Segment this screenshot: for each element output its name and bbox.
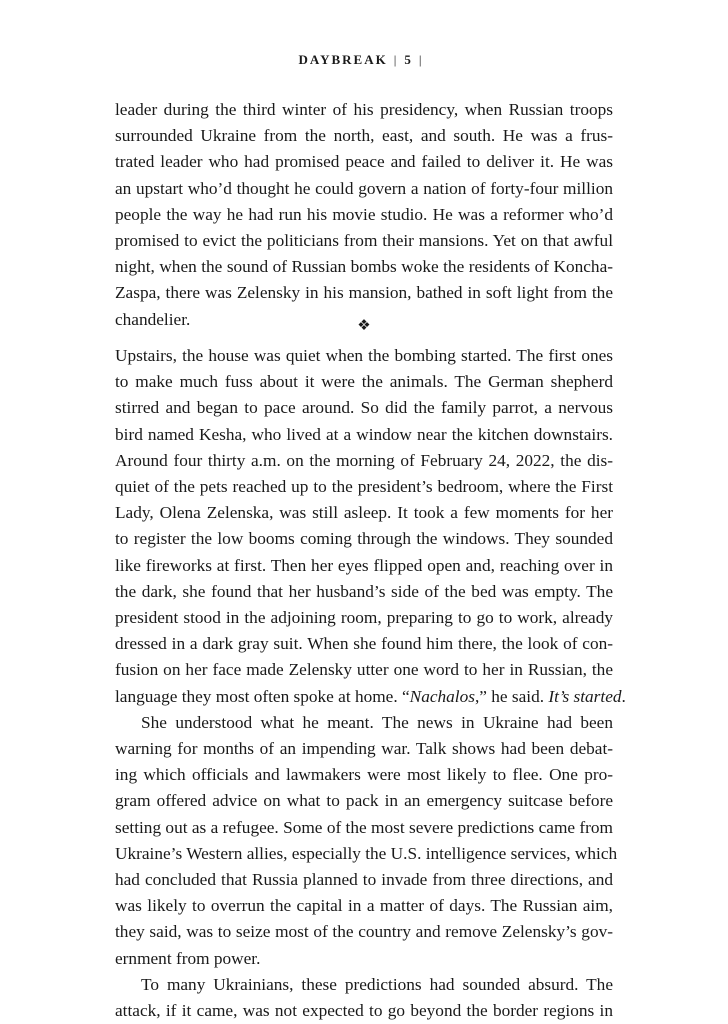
text-line: attack, if it came, was not expected to go beyond the border regions in bbox=[115, 1001, 613, 1021]
text-line: leader during the third winter of his presidency, when Russian troops bbox=[115, 100, 613, 119]
text-line: setting out as a refugee. Some of the most severe predictions came from bbox=[115, 817, 613, 837]
text-line: warning for months of an impending war. Talk shows had been debat- bbox=[115, 739, 613, 759]
section-break-ornament: ❖ bbox=[357, 316, 371, 334]
text-line: surrounded Ukraine from the north, east, and south. He was a frus- bbox=[115, 126, 613, 146]
text-line: like fireworks at first. Then her eyes flipped open and, reaching over in bbox=[115, 555, 613, 575]
section-1 bbox=[115, 97, 613, 333]
text-line: an upstart who’d thought he could govern a nation of forty-four million bbox=[115, 178, 613, 198]
text-line: dressed in a dark gray suit. When she found him there, the look of con- bbox=[115, 634, 613, 654]
text-run: language they most often spoke at home. “ bbox=[115, 686, 410, 706]
text-line: fusion on her face made Zelensky utter one word to her in Russian, the bbox=[115, 660, 613, 680]
text-line: stirred and began to pace around. So did the family parrot, a nervous bbox=[115, 398, 613, 418]
text-line: was likely to overrun the capital in a matter of days. The Russian aim, bbox=[115, 896, 613, 916]
chapter-title: DAYBREAK bbox=[298, 52, 388, 67]
paragraph-3 bbox=[115, 710, 618, 972]
text-line: to make much fuss about it were the animals. The German shepherd bbox=[115, 372, 613, 392]
separator-right: | bbox=[418, 52, 424, 67]
text-line: to register the low booms coming through the windows. They sounded bbox=[115, 529, 613, 549]
text-line: they said, was to seize most of the country and remove Zelensky’s gov- bbox=[115, 922, 613, 942]
paragraph-1 bbox=[115, 97, 613, 333]
text-line: gram offered advice on what to pack in an emergency suitcase before bbox=[115, 791, 613, 811]
text-line: quiet of the pets reached up to the president’s bedroom, where the First bbox=[115, 477, 613, 497]
text-line: Ukraine’s Western allies, especially the U.S. intelligence services, which bbox=[115, 843, 618, 863]
text-line: Lady, Olena Zelenska, was still asleep. It took a few moments for her bbox=[115, 503, 613, 523]
text-line: ernment from power. bbox=[115, 948, 261, 968]
text-line: ing which officials and lawmakers were most likely to flee. One pro- bbox=[115, 765, 613, 785]
text-line: the dark, she found that her husband’s side of the bed was empty. The bbox=[115, 581, 613, 601]
paragraph-2 bbox=[115, 343, 626, 710]
text-line: Zaspa, there was Zelensky in his mansion, bathed in soft light from the bbox=[115, 283, 613, 303]
paragraph-4 bbox=[115, 972, 613, 1024]
running-head bbox=[0, 52, 728, 68]
text-line: promised to evict the politicians from their mansions. Yet on that awful bbox=[115, 231, 613, 251]
text-line: To many Ukrainians, these predictions had sounded absurd. The bbox=[141, 974, 613, 994]
page-number: 5 bbox=[404, 52, 413, 67]
text-line: night, when the sound of Russian bombs woke the residents of Koncha- bbox=[115, 257, 613, 277]
text-line: president stood in the adjoining room, preparing to go to work, already bbox=[115, 608, 613, 628]
text-line: Around four thirty a.m. on the morning of February 24, 2022, the dis- bbox=[115, 450, 613, 470]
text-line: had concluded that Russia planned to invade from three directions, and bbox=[115, 870, 613, 890]
text-line: She understood what he meant. The news in Ukraine had been bbox=[141, 712, 613, 732]
separator-left: | bbox=[393, 52, 399, 67]
text-line: bird named Kesha, who lived at a window near the kitchen downstairs. bbox=[115, 424, 613, 444]
text-line: chandelier. bbox=[115, 309, 191, 329]
text-line bbox=[115, 684, 626, 710]
text-line: Upstairs, the house was quiet when the bombing started. The first ones bbox=[115, 346, 613, 365]
text-line: people the way he had run his movie studio. He was a reformer who’d bbox=[115, 204, 613, 224]
text-line: trated leader who had promised peace and failed to deliver it. He was bbox=[115, 152, 613, 172]
italic-phrase: It’s started bbox=[548, 686, 622, 706]
italic-word: Nachalos bbox=[409, 686, 475, 706]
text-run: . bbox=[621, 686, 626, 706]
text-run: ,” he said. bbox=[474, 686, 549, 706]
section-2 bbox=[115, 343, 626, 1024]
